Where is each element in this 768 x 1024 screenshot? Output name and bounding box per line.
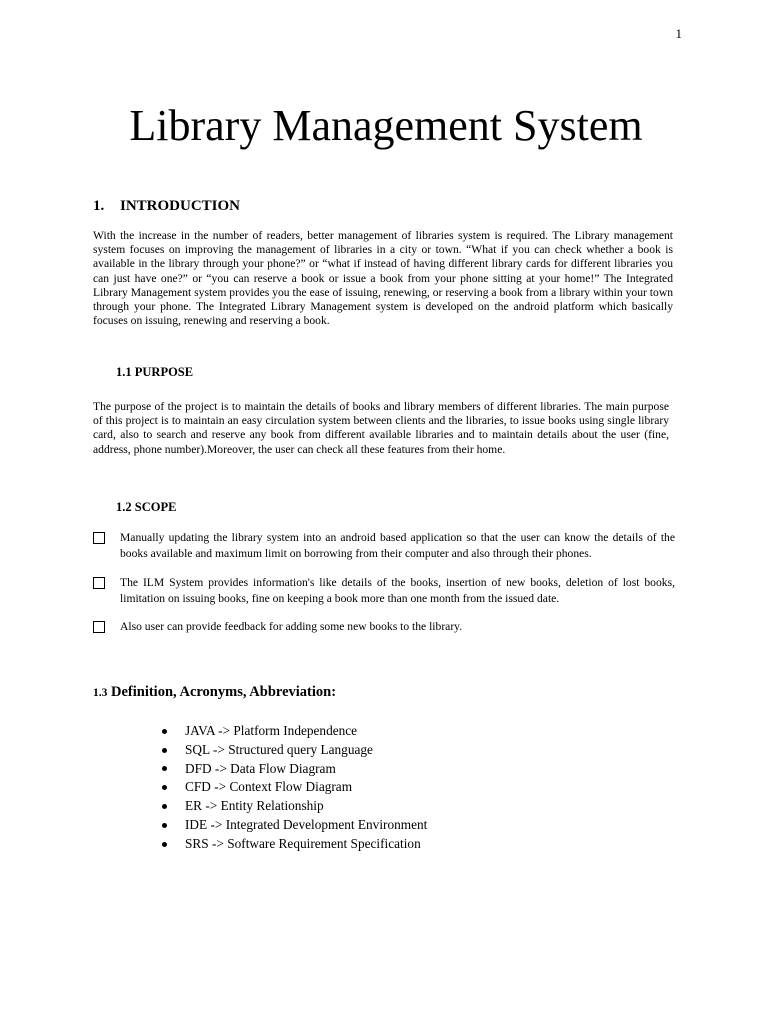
scope-item <box>93 575 675 608</box>
bullet-icon <box>162 748 167 753</box>
definition-item <box>162 760 427 779</box>
definition-item <box>162 816 427 835</box>
scope-item <box>93 530 675 563</box>
definition-text: IDE -> Integrated Development Environment <box>185 816 428 832</box>
definition-text: DFD -> Data Flow Diagram <box>185 760 336 776</box>
scope-item-text: Manually updating the library system into an android based application so that the user can know the details of the books available and maximum limit on borrowing from their computer and also through their phones. <box>120 531 675 561</box>
bullet-icon <box>162 842 167 847</box>
scope-list <box>93 530 675 647</box>
bullet-icon <box>162 823 167 828</box>
scope-item-text: Also user can provide feedback for adding some new books to the library. <box>120 620 463 634</box>
scope-heading: 1.2 SCOPE <box>116 500 177 514</box>
introduction-paragraph: With the increase in the number of readers, better management of libraries system is required. The Library management system focuses on improving the management of libraries in a city or town. “What if you can check whether a book is available in the library through your phone?” or “what if instead of having different library cards for different libraries you can just have one?” or “you can reserve a book or issue a book from your phone sitting at your home!” The Integrated Library Management system provides you the ease of issuing, renewing, or reserving a book from a library within your town through your phone. The Integrated Library Management system is developed on the android platform which basically focuses on issuing, renewing and reserving a book. <box>93 229 673 328</box>
definition-text: JAVA -> Platform Independence <box>185 723 358 738</box>
bullet-icon <box>162 804 167 809</box>
checkbox-icon <box>93 577 105 589</box>
definition-item <box>162 722 427 741</box>
definition-text: ER -> Entity Relationship <box>185 798 324 814</box>
definitions-number: 1.3 <box>93 687 108 699</box>
introduction-heading <box>93 198 240 215</box>
checkbox-icon <box>93 621 105 633</box>
introduction-heading-text: INTRODUCTION <box>120 198 241 214</box>
definition-item <box>162 835 427 854</box>
bullet-icon <box>162 766 167 771</box>
purpose-heading: 1.1 PURPOSE <box>116 365 194 379</box>
document-title: Library Management System <box>129 101 643 150</box>
definition-item <box>162 797 427 816</box>
scope-item <box>93 619 675 635</box>
definitions-list <box>162 722 427 854</box>
purpose-paragraph: The purpose of the project is to maintain the details of books and library members of different libraries. The main purpose of this project is to maintain an easy circulation system between clients and the libraries, to issue books using single library card, also to search and reserve any book from different available libraries and to maintain details about the user (fine, address, phone number).Moreover, the user can check all these features from their home. <box>93 400 669 456</box>
bullet-icon <box>162 785 167 790</box>
page-number: 1 <box>675 26 682 41</box>
definition-text: SRS -> Software Requirement Specification <box>185 835 421 851</box>
introduction-number: 1. <box>93 198 105 214</box>
definition-text: CFD -> Context Flow Diagram <box>185 779 353 795</box>
scope-item-text: The ILM System provides information's like details of the books, insertion of new books, deletion of lost books, limitation on issuing books, fine on keeping a book more than one month from the issued date. <box>120 575 675 605</box>
definitions-heading <box>93 684 336 701</box>
definitions-heading-text: Definition, Acronyms, Abbreviation: <box>111 684 337 700</box>
definition-text: SQL -> Structured query Language <box>185 741 373 757</box>
checkbox-icon <box>93 532 105 544</box>
definition-item <box>162 778 427 797</box>
definition-item <box>162 741 427 760</box>
bullet-icon <box>162 729 167 734</box>
